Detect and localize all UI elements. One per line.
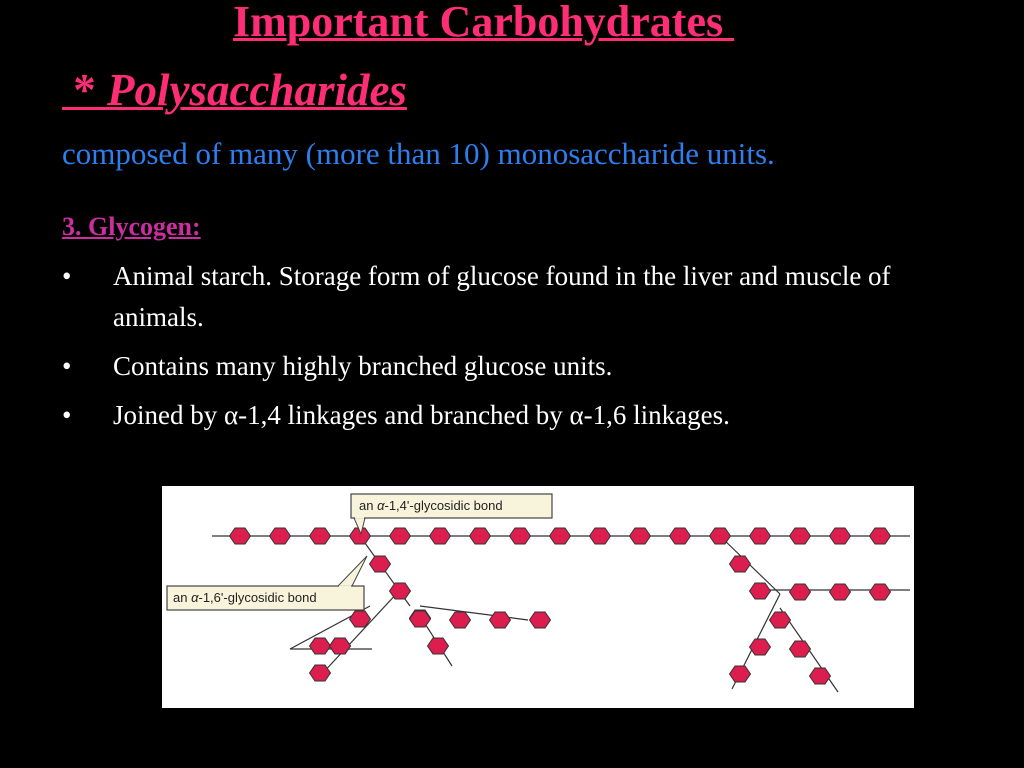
bullet-icon: • — [62, 351, 72, 381]
subtitle-word: Polysaccharides — [107, 65, 407, 115]
bullet-text: Contains many highly branched glucose units. — [113, 351, 613, 381]
glucose-unit — [750, 583, 771, 599]
bullet-text: Animal starch. Storage form of glucose found in the liver and muscle of animals. — [113, 261, 891, 332]
callout-alpha-1-6 — [167, 556, 367, 610]
glucose-unit — [830, 528, 851, 544]
glucose-unit — [590, 528, 611, 544]
bullet-item — [62, 256, 972, 338]
glucose-unit — [430, 528, 451, 544]
glucose-unit — [510, 528, 531, 544]
glucose-unit — [428, 638, 449, 654]
subtitle-star: * — [62, 65, 107, 115]
glucose-unit — [730, 666, 751, 682]
glucose-unit — [550, 528, 571, 544]
slide-subtitle — [62, 64, 407, 116]
glucose-unit — [370, 556, 391, 572]
bullet-item — [62, 395, 972, 436]
glucose-unit — [830, 584, 851, 600]
bullet-icon: • — [62, 261, 72, 291]
bond-line — [420, 606, 528, 620]
glucose-unit — [310, 638, 331, 654]
glucose-unit — [530, 612, 551, 628]
glucose-unit — [310, 528, 331, 544]
bullet-icon: • — [62, 400, 72, 430]
glucose-unit — [710, 528, 731, 544]
glucose-unit — [630, 528, 651, 544]
callout-label-1-4: an α-1,4'-glycosidic bond — [359, 498, 503, 513]
section-heading: 3. Glycogen: — [62, 212, 201, 241]
glucose-unit — [790, 641, 811, 657]
slide-title: Important Carbohydrates — [233, 0, 735, 46]
bullet-item — [62, 346, 972, 387]
glucose-unit — [390, 583, 411, 599]
glucose-unit — [750, 528, 771, 544]
glucose-unit — [870, 528, 891, 544]
callout-label-1-6: an α-1,6'-glycosidic bond — [173, 590, 317, 605]
glucose-unit — [870, 584, 891, 600]
glycogen-diagram-svg — [162, 486, 914, 708]
glucose-unit — [670, 528, 691, 544]
glucose-unit — [450, 612, 471, 628]
glucose-unit — [730, 556, 751, 572]
glucose-unit — [270, 528, 291, 544]
glucose-unit — [790, 528, 811, 544]
bullet-text: Joined by α-1,4 linkages and branched by α-1,6 linkages. — [113, 400, 730, 430]
glucose-unit — [490, 612, 511, 628]
bullet-list — [62, 256, 972, 444]
glucose-unit — [790, 584, 811, 600]
glucose-unit — [230, 528, 251, 544]
glucose-unit — [470, 528, 491, 544]
glucose-unit — [810, 668, 831, 684]
description-text: composed of many (more than 10) monosaccharide units. — [62, 136, 775, 171]
glycogen-diagram — [162, 486, 914, 708]
glucose-unit — [390, 528, 411, 544]
glucose-unit — [330, 638, 351, 654]
glucose-unit — [750, 639, 771, 655]
glucose-unit — [770, 612, 791, 628]
